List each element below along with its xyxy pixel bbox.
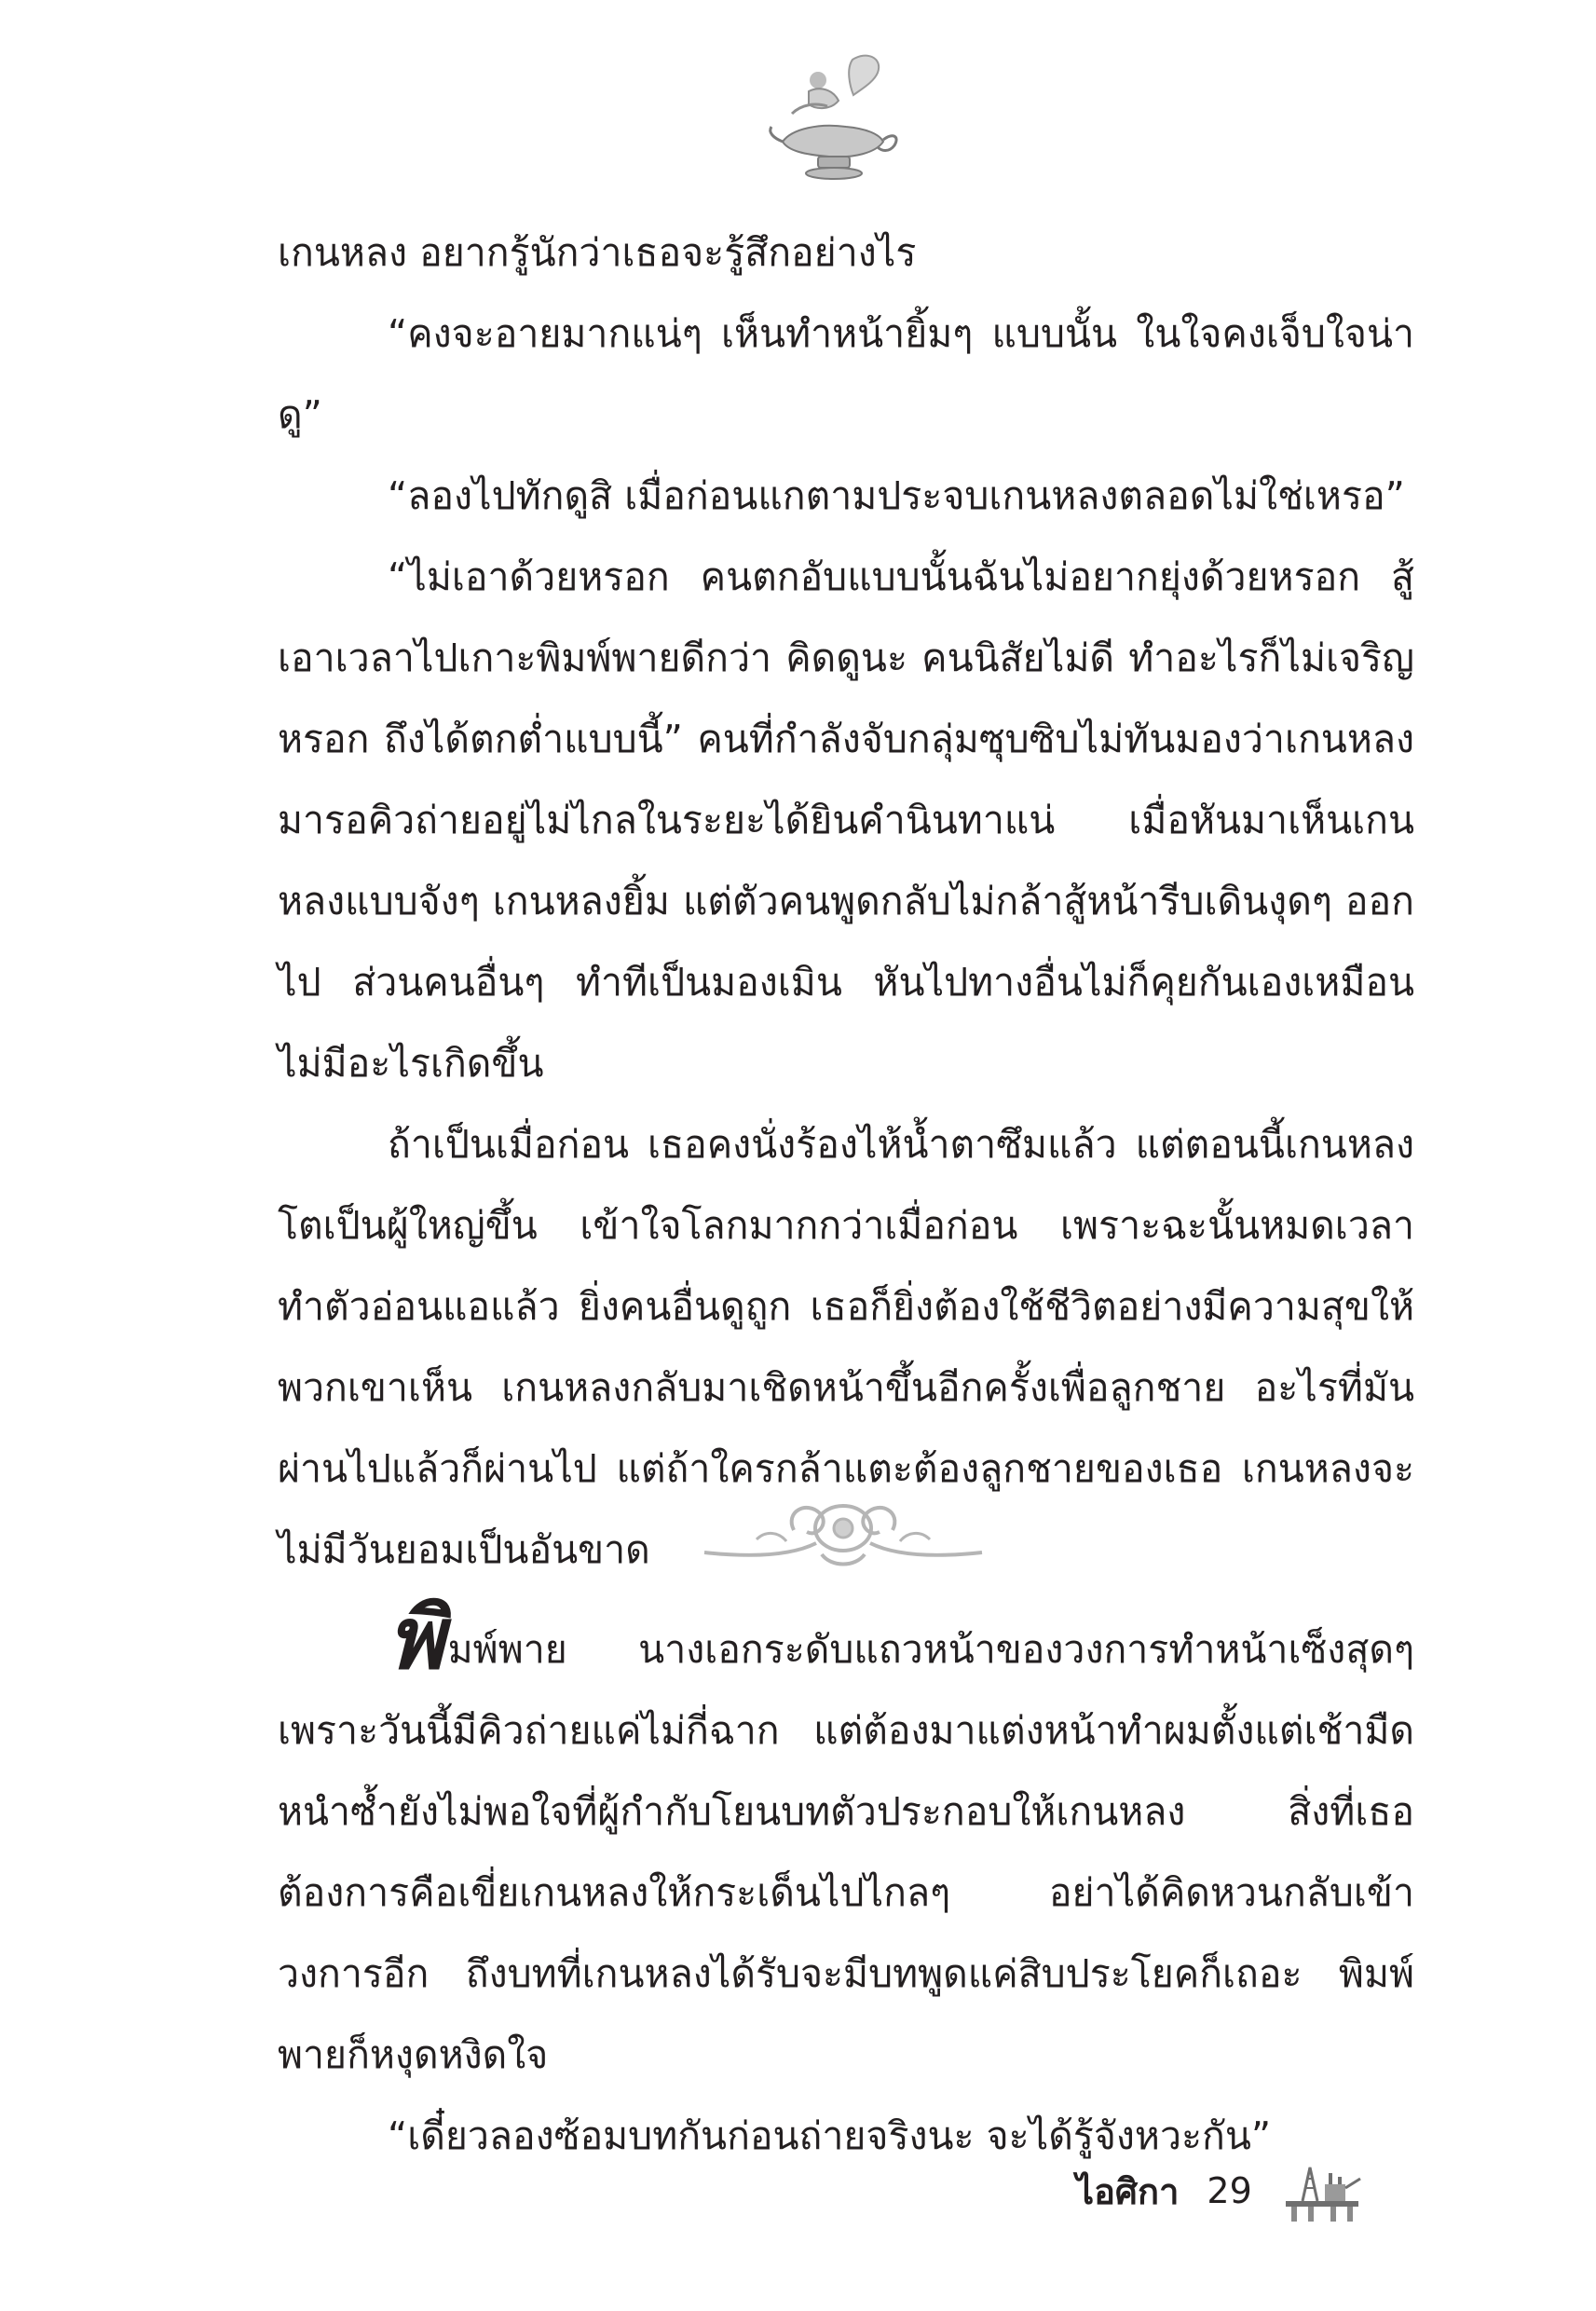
paragraph: เกนหลง อยากรู้นักว่าเธอจะรู้สึกอย่างไร — [278, 230, 917, 275]
paragraph: “ไม่เอาด้วยหรอก คนตกอับแบบนั้นฉันไม่อยากยุ่งด้วยหรอก สู้เอาเวลาไปเกาะพิมพ์พายดีกว่า คิดดูนะ คนนิสัยไม่ดี ทำอะไรก็ไม่เจริญหรอก ถึงได้ตกต่ำแบบนี้” คนที่กำลังจับกลุ่มซุบซิบไม่ทันมองว่าเกนหลงมารอคิวถ่ายอยู่ไม่ไกลในระยะได้ยินคำนินทาแน่ เมื่อหันมาเห็นเกนหลงแบบจังๆ เกนหลงยิ้ม แต่ตัวคนพูดกลับไม่กล้าสู้หน้ารีบเดินงุดๆ ออกไป ส่วนคนอื่นๆ ทำทีเป็นมองเมิน หันไปทางอื่นไม่ก็คุยกันเองเหมือนไม่มีอะไรเกิดขึ้น — [278, 554, 1414, 1086]
scroll-flourish-icon — [701, 1489, 986, 1579]
paragraph: “คงจะอายมากแน่ๆ เห็นทำหน้ายิ้มๆ แบบนั้น ในใจคงเจ็บใจน่าดู” — [278, 311, 1414, 437]
drop-cap: พิ — [388, 1588, 444, 1689]
text-section-1 — [278, 212, 1414, 1591]
paragraph: “ลองไปทักดูสิ เมื่อก่อนแกตามประจบเกนหลงตลอดไม่ใช่เหรอ” — [388, 473, 1405, 518]
page-footer — [1076, 2158, 1364, 2223]
paragraph — [278, 1588, 1414, 2096]
genie-lamp-icon — [764, 48, 904, 188]
paragraph-text: มพ์พาย นางเอกระดับแถวหน้าของวงการทำหน้าเซ็งสุดๆ เพราะวันนี้มีคิวถ่ายแค่ไม่กี่ฉาก แต่ต้องมาแต่งหน้าทำผมตั้งแต่เช้ามืด หนำซ้ำยังไม่พอใจที่ผู้กำกับโยนบทตัวประกอบให้เกนหลง สิ่งที่เธอต้องการคือเขี่ยเกนหลงให้กระเด็นไปไกลๆ อย่าได้คิดหวนกลับเข้าวงการอีก ถึงบทที่เกนหลงได้รับจะมีบทพูดแค่สิบประโยคก็เถอะ พิมพ์พายก็หงุดหงิดใจ — [278, 1627, 1414, 2077]
oil-rig-icon — [1280, 2160, 1364, 2222]
paragraph: “เดี๋ยวลองซ้อมบทกันก่อนถ่ายจริงนะ จะได้รู้จังหวะกัน” — [388, 2113, 1272, 2158]
page-number: 29 — [1207, 2170, 1252, 2211]
text-section-2 — [278, 1588, 1414, 2177]
running-title: ไอศิกา — [1076, 2170, 1180, 2212]
paragraph: ถ้าเป็นเมื่อก่อน เธอคงนั่งร้องไห้น้ำตาซึมแล้ว แต่ตอนนี้เกนหลงโตเป็นผู้ใหญ่ขึ้น เข้าใจโลกมากกว่าเมื่อก่อน เพราะฉะนั้นหมดเวลาทำตัวอ่อนแอแล้ว ยิ่งคนอื่นดูถูก เธอก็ยิ่งต้องใช้ชีวิตอย่างมีความสุขให้พวกเขาเห็น เกนหลงกลับมาเชิดหน้าขึ้นอีกครั้งเพื่อลูกชาย อะไรที่มันผ่านไปแล้วก็ผ่านไป แต่ถ้าใครกล้าแตะต้องลูกชายของเธอ เกนหลงจะไม่มีวันยอมเป็นอันขาด — [278, 1122, 1414, 1572]
